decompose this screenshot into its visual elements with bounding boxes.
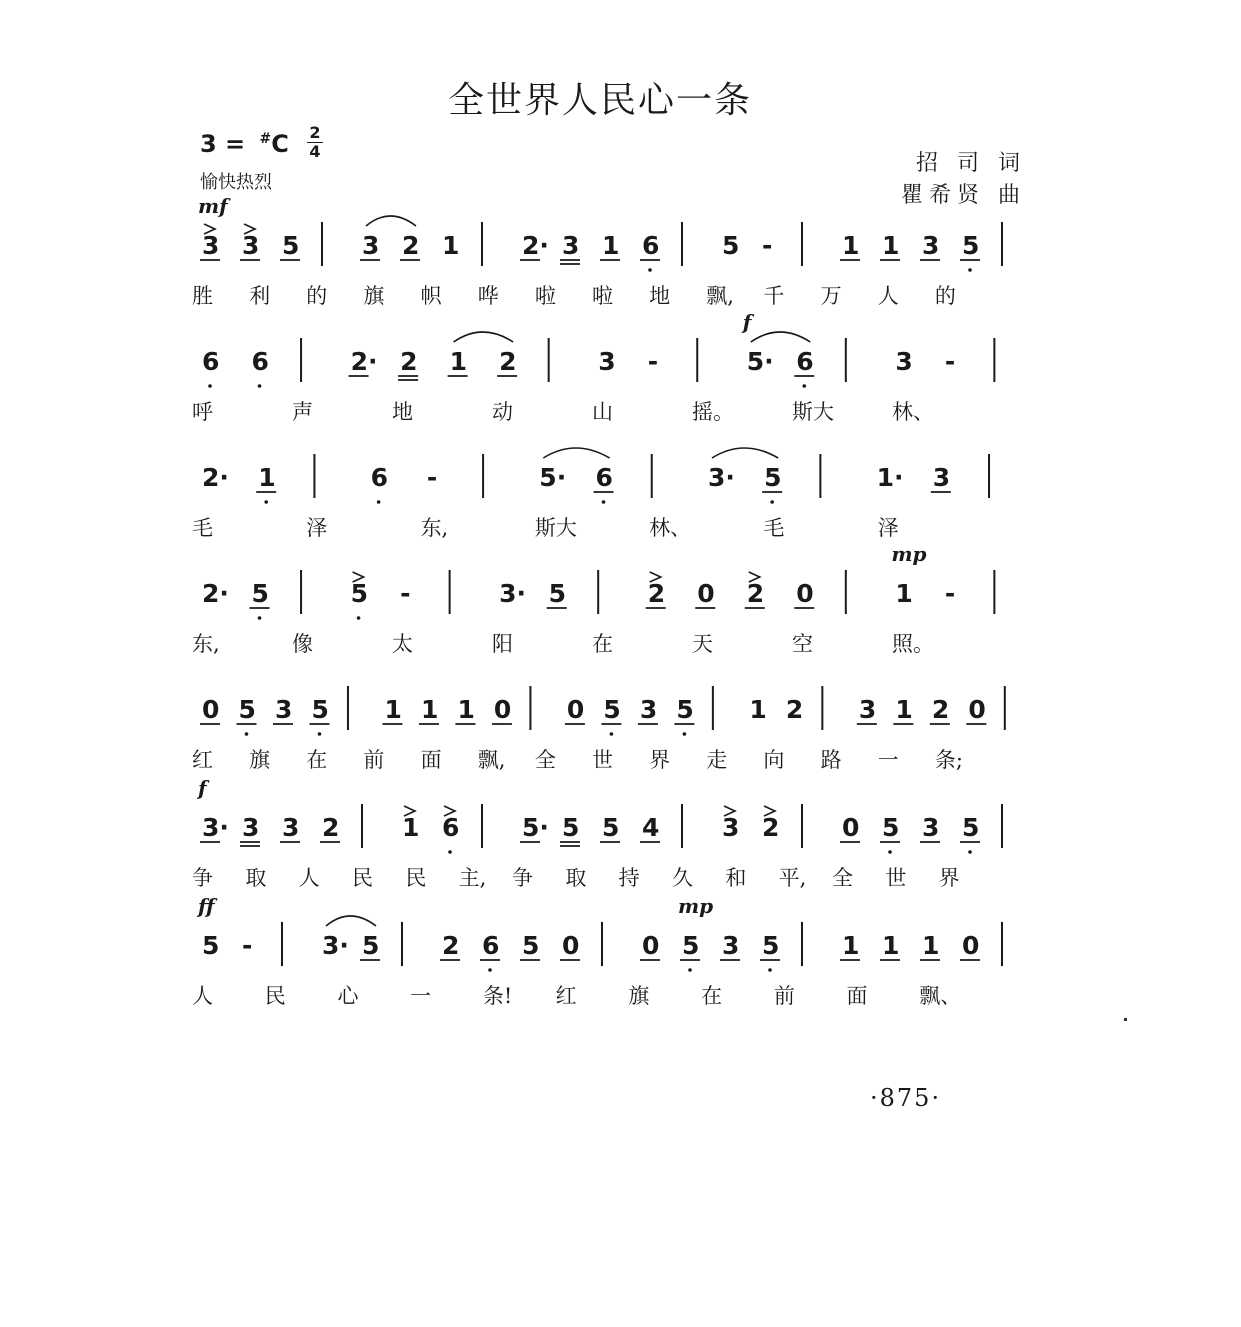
note: 5 <box>682 931 700 960</box>
note: 5 <box>350 579 368 608</box>
lyric-syllable: 争 <box>192 866 213 890</box>
tie-slur <box>751 332 811 342</box>
note: 3 <box>598 347 616 376</box>
note: 3· <box>499 579 527 608</box>
note: 1 <box>384 695 402 724</box>
note: 5 <box>548 579 567 608</box>
note: 0 <box>968 695 986 724</box>
dynamic-marking: mp <box>891 542 927 566</box>
note: 5 <box>676 695 694 724</box>
note: 2 <box>931 695 950 724</box>
lyric-syllable: 万 <box>820 284 842 308</box>
lyric-syllable: 泽 <box>877 516 899 540</box>
key-sharp: # <box>259 131 272 147</box>
note: 3 <box>242 813 260 842</box>
notes-staff <box>0 672 1241 742</box>
note: 5 <box>962 231 980 260</box>
octave-dot <box>488 968 492 972</box>
lyric-syllable: 旗 <box>363 284 385 308</box>
dynamic-marking: mf <box>198 194 228 218</box>
lyric-syllable: 旗 <box>249 748 271 772</box>
octave-dot <box>888 850 892 854</box>
time-signature <box>305 124 325 161</box>
lyrics-line <box>192 512 1012 544</box>
lyric-syllable: 世 <box>885 866 907 890</box>
lyric-syllable: 东, <box>192 632 220 656</box>
lyric-syllable: 阳 <box>492 632 513 656</box>
lyrics-line <box>192 744 1012 776</box>
notes-staff <box>0 908 1241 978</box>
lyric-syllable: 毛 <box>192 516 213 540</box>
lyric-syllable: 久 <box>672 866 693 890</box>
note: 1 <box>842 231 860 260</box>
lyric-syllable: 向 <box>763 748 785 772</box>
note: 3 <box>362 231 380 260</box>
note: 5 <box>882 813 900 842</box>
lyric-syllable: 民 <box>264 984 286 1008</box>
notes-staff <box>0 208 1241 278</box>
note: 0 <box>842 813 860 842</box>
octave-dot <box>258 616 262 620</box>
lyric-syllable: 平, <box>778 866 807 890</box>
note: 6 <box>642 231 660 260</box>
note: 0 <box>962 931 980 960</box>
note: 1 <box>895 579 913 608</box>
note: 2· <box>202 463 229 492</box>
lyric-syllable: 利 <box>249 284 271 308</box>
octave-dot <box>377 500 381 504</box>
note: 3 <box>858 695 877 724</box>
page-number: ·875· <box>870 1084 942 1112</box>
note: 5 <box>251 579 269 608</box>
note: 2· <box>522 231 549 260</box>
lyric-syllable: 呼 <box>192 400 213 424</box>
dynamic-marking: mp <box>678 894 714 918</box>
lyric-syllable: 和 <box>725 866 747 890</box>
lyrics-line <box>192 628 1012 660</box>
lyric-syllable: 争 <box>512 866 533 890</box>
note: - <box>762 231 773 260</box>
lyric-syllable: 林、 <box>649 516 692 540</box>
note: 1 <box>895 695 913 724</box>
dynamic-marking: ff <box>198 894 215 918</box>
note: 1 <box>922 931 940 960</box>
note: - <box>647 347 659 376</box>
score-line <box>0 776 1241 900</box>
note: 0 <box>796 579 814 608</box>
lyric-syllable: 人 <box>298 866 320 890</box>
lyric-syllable: 帜 <box>420 284 442 308</box>
note: 5 <box>602 813 620 842</box>
note: 1 <box>442 231 460 260</box>
note: 2 <box>402 231 420 260</box>
lyric-syllable: 取 <box>245 866 267 890</box>
octave-dot <box>768 968 772 972</box>
lyric-syllable: 人 <box>192 984 213 1008</box>
note: 3· <box>322 931 349 960</box>
lyric-syllable: 千 <box>763 284 785 308</box>
note: 5 <box>282 231 300 260</box>
lyrics-line <box>192 280 1012 312</box>
lyrics-line <box>192 862 1012 894</box>
score-line <box>0 542 1241 666</box>
note: 6 <box>482 931 500 960</box>
lyric-syllable: 民 <box>405 866 427 890</box>
lyric-syllable: 条; <box>934 748 963 772</box>
lyric-syllable: 声 <box>292 400 313 424</box>
note: 3 <box>895 347 913 376</box>
octave-dot <box>968 850 972 854</box>
octave-dot <box>683 732 687 736</box>
note: - <box>944 579 956 608</box>
lyric-syllable: 民 <box>352 866 373 890</box>
note: 3 <box>922 231 940 260</box>
note: 1 <box>602 231 620 260</box>
note: 5 <box>603 695 621 724</box>
notes-staff <box>0 324 1241 394</box>
note: 2 <box>322 813 340 842</box>
octave-dot <box>968 268 972 272</box>
note: 2 <box>762 813 780 842</box>
lyric-syllable: 条! <box>482 984 513 1008</box>
note: 0 <box>562 931 580 960</box>
lyric-syllable: 界 <box>938 866 960 890</box>
key-label: 3 = <box>200 130 254 158</box>
lyric-syllable: 斯大 <box>534 516 577 540</box>
tempo-marking: 愉快热烈 <box>200 172 272 193</box>
lyric-syllable: 太 <box>392 632 413 656</box>
tie-slur <box>366 216 416 226</box>
time-bottom: 4 <box>309 142 321 161</box>
note: 5· <box>539 463 567 492</box>
note: 2· <box>350 347 378 376</box>
lyric-syllable: 面 <box>846 984 868 1008</box>
lyric-syllable: 世 <box>592 748 613 772</box>
note: 3· <box>202 813 229 842</box>
octave-dot <box>318 732 322 736</box>
octave-dot <box>208 384 212 388</box>
lyric-syllable: 摇。 <box>692 400 734 424</box>
notes-staff <box>0 556 1241 626</box>
lyric-syllable: 前 <box>773 984 795 1008</box>
note: 2 <box>746 579 765 608</box>
note: 1 <box>882 931 900 960</box>
composer-credit: 瞿希贤 曲 <box>901 183 1026 208</box>
lyric-syllable: 飘、 <box>919 984 962 1008</box>
lyric-syllable: 天 <box>692 632 713 656</box>
lyric-syllable: 啦 <box>592 284 613 308</box>
note: 2 <box>400 347 418 376</box>
lyric-syllable: 地 <box>392 400 413 424</box>
note: 3 <box>282 813 300 842</box>
lyric-syllable: 面 <box>420 748 442 772</box>
lyric-syllable: 持 <box>618 866 640 890</box>
lyric-syllable: 路 <box>820 748 842 772</box>
note: 5 <box>722 231 740 260</box>
lyrics-line <box>192 396 1012 428</box>
song-title: 全世界人民心一条 <box>447 80 752 121</box>
note: 5 <box>311 695 329 724</box>
note: 5· <box>746 347 774 376</box>
note: 0 <box>697 579 715 608</box>
note: - <box>426 463 438 492</box>
note: 5 <box>762 931 780 960</box>
note: 4 <box>642 813 660 842</box>
note: 1 <box>449 347 468 376</box>
lyric-syllable: 主, <box>458 866 487 890</box>
lyric-syllable: 取 <box>565 866 587 890</box>
tie-slur <box>326 916 376 926</box>
lyric-syllable: 飘, <box>477 748 506 772</box>
note: 6 <box>202 347 220 376</box>
note: 5 <box>962 813 980 842</box>
note: 2 <box>785 695 804 724</box>
lyric-syllable: 地 <box>649 284 671 308</box>
note: 1 <box>457 695 475 724</box>
lyricist-credit: 招 司 词 <box>916 151 1026 176</box>
key-signature <box>200 130 289 158</box>
note: 0 <box>202 695 220 724</box>
note: 1 <box>258 463 276 492</box>
note: 3 <box>202 231 220 260</box>
lyric-syllable: 林、 <box>892 400 934 424</box>
lyric-syllable: 前 <box>363 748 385 772</box>
note: 2 <box>499 347 517 376</box>
note: - <box>242 931 253 960</box>
lyric-syllable: 山 <box>592 400 613 424</box>
score-line <box>0 672 1241 782</box>
lyric-syllable: 动 <box>492 400 513 424</box>
tie-slur <box>543 448 609 458</box>
lyric-syllable: 东, <box>420 516 449 540</box>
lyric-syllable: 在 <box>306 748 328 772</box>
note: 3 <box>274 695 293 724</box>
note: 6 <box>442 813 460 842</box>
lyric-syllable: 胜 <box>192 284 213 308</box>
note: 6 <box>251 347 269 376</box>
notes-staff <box>0 790 1241 860</box>
note: 0 <box>566 695 585 724</box>
lyric-syllable: 泽 <box>306 516 328 540</box>
lyric-syllable: 空 <box>792 632 813 656</box>
tie-slur <box>712 448 778 458</box>
lyric-syllable: 界 <box>649 748 671 772</box>
lyric-syllable: 斯大 <box>792 400 834 424</box>
note: 3 <box>562 231 580 260</box>
note: 6 <box>796 347 814 376</box>
note: 6 <box>595 463 613 492</box>
note: 3· <box>707 463 735 492</box>
lyric-syllable: 哗 <box>477 284 499 308</box>
octave-dot <box>802 384 806 388</box>
time-top: 2 <box>309 123 321 142</box>
note: 2· <box>202 579 229 608</box>
lyric-syllable: 啦 <box>534 284 556 308</box>
note: 3 <box>639 695 658 724</box>
lyric-syllable: 全 <box>534 748 556 772</box>
notes-staff <box>0 440 1241 510</box>
lyric-syllable: 走 <box>706 748 728 772</box>
octave-dot <box>264 500 268 504</box>
lyric-syllable: 的 <box>934 284 956 308</box>
lyric-syllable: 心 <box>337 984 359 1008</box>
key-note: C <box>271 130 289 158</box>
note: 5 <box>362 931 380 960</box>
dynamic-marking: f <box>198 776 207 800</box>
note: 2 <box>647 579 666 608</box>
lyric-syllable: 全 <box>832 866 853 890</box>
note: 0 <box>493 695 512 724</box>
note: 1 <box>842 931 860 960</box>
lyric-syllable: 的 <box>306 284 328 308</box>
lyric-syllable: 人 <box>877 284 899 308</box>
note: 0 <box>642 931 660 960</box>
note: - <box>400 579 411 608</box>
octave-dot <box>357 616 361 620</box>
note: 1 <box>420 695 439 724</box>
octave-dot <box>688 968 692 972</box>
lyrics-line <box>192 980 1012 1012</box>
octave-dot <box>258 384 262 388</box>
dynamic-marking: f <box>742 310 752 334</box>
octave-dot <box>648 268 652 272</box>
note: 3 <box>932 463 951 492</box>
note: 1 <box>882 231 900 260</box>
lyric-syllable: 一 <box>877 748 899 772</box>
lyric-syllable: 像 <box>292 632 313 656</box>
lyric-syllable: 红 <box>192 748 213 772</box>
lyric-syllable: 一 <box>410 984 432 1008</box>
note: 6 <box>370 463 389 492</box>
lyric-syllable: 红 <box>555 984 577 1008</box>
note: 3 <box>242 231 260 260</box>
octave-dot <box>602 500 606 504</box>
note: 1· <box>876 463 904 492</box>
lyric-syllable: 飘, <box>706 284 734 308</box>
score-line <box>0 894 1241 1018</box>
octave-dot <box>245 732 249 736</box>
note: 1 <box>402 813 420 842</box>
octave-dot <box>448 850 452 854</box>
octave-dot <box>770 500 774 504</box>
lyric-syllable: 毛 <box>763 516 785 540</box>
note: 5· <box>522 813 549 842</box>
note: 3 <box>722 813 740 842</box>
note: 5 <box>238 695 256 724</box>
score-line <box>0 310 1241 434</box>
octave-dot <box>610 732 614 736</box>
note: 5 <box>764 463 782 492</box>
note: 3 <box>722 931 740 960</box>
lyric-syllable: 旗 <box>628 984 650 1008</box>
tie-slur <box>454 332 514 342</box>
lyric-syllable: 在 <box>592 632 613 656</box>
note: 5 <box>562 813 580 842</box>
note: 3 <box>922 813 940 842</box>
note: - <box>944 347 956 376</box>
note: 1 <box>749 695 767 724</box>
lyric-syllable: 照。 <box>892 632 934 656</box>
lyric-syllable: 在 <box>701 984 723 1008</box>
score-line <box>0 440 1241 550</box>
note: 5 <box>522 931 540 960</box>
note: 2 <box>442 931 460 960</box>
note: 5 <box>202 931 220 960</box>
